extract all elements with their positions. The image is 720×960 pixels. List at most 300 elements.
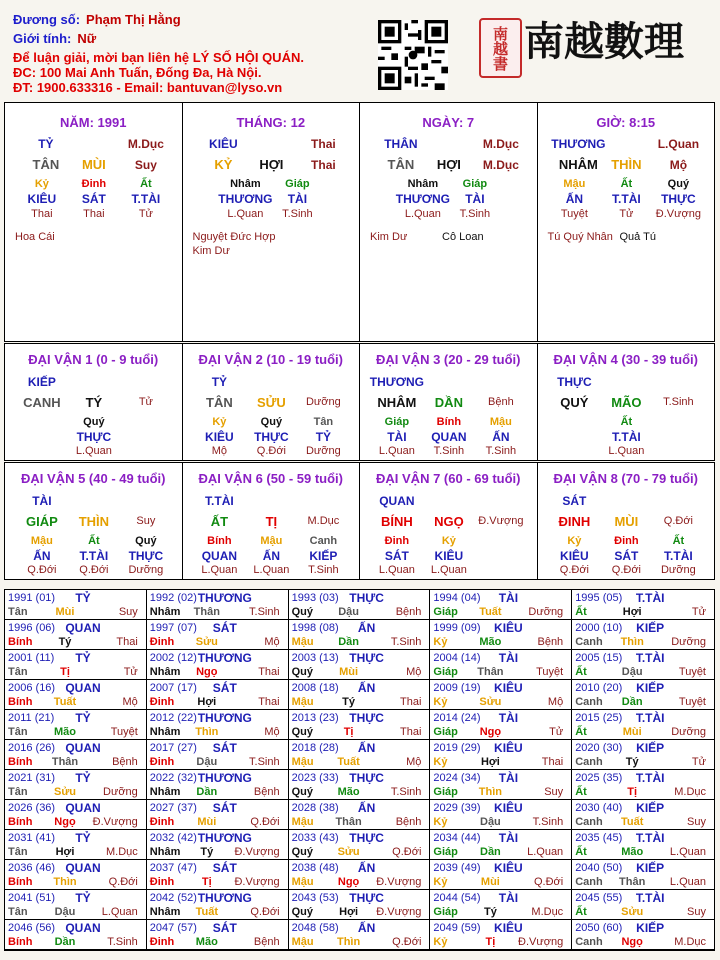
address-line: ĐC: 100 Mai Anh Tuấn, Đống Đa, Hà Nội. [13,65,262,80]
year-star: KIẾP [636,741,665,755]
hidden-star: T.TÀI [612,192,641,206]
year-star: THỰC [349,591,384,605]
pillar-star: KIÊU [209,137,238,151]
hidden-twelve-stage: T.Sinh [459,208,491,220]
pillar-0 [5,103,183,341]
hidden-twelve-stage: L.Quan [75,445,112,457]
hidden-star: QUAN [201,549,238,563]
year-state: L.Quan [669,846,706,858]
year-label: 2015 (25) [575,712,623,724]
dai-van-star: QUAN [379,494,415,508]
year-cell [572,590,714,620]
year-stem: Canh [575,936,603,948]
year-label: 1998 (08) [291,622,339,634]
year-cell [572,770,714,800]
year-star: TÀI [498,891,519,905]
year-state: Bệnh [253,936,280,948]
pillar-stem: TÂN [32,157,60,172]
year-branch: Tị [60,666,70,678]
hidden-stem: Quý [135,535,157,547]
hidden-twelve-stage: L.Quan [201,564,238,576]
year-stem: Mậu [291,696,314,708]
year-stem: Bính [8,696,33,708]
year-label: 1999 (09) [433,622,481,634]
phone-email-line: ĐT: 1900.633316 - Email: bantuvan@lyso.vn [13,80,283,95]
hidden-twelve-stage: Q.Đới [559,564,589,576]
hidden-star: KIÊU [205,430,234,444]
year-star: ẤN [357,681,376,695]
pillar-1 [183,103,361,341]
year-branch: Mão [195,936,218,948]
year-branch: Dần [480,846,501,858]
year-branch: Tý [200,846,214,858]
year-state: M.Dục [531,906,564,918]
year-branch: Sửu [337,846,360,858]
year-branch: Sửu [53,786,77,798]
year-state: T.Sinh [249,606,280,618]
year-star: THƯƠNG [197,891,252,905]
year-stem: Ất [575,606,587,618]
year-stem: Giáp [433,726,458,738]
year-label: 2026 (36) [8,802,56,814]
year-stem: Canh [575,816,603,828]
year-cell [572,680,714,710]
year-stem: Giáp [433,786,458,798]
hidden-stem: Đinh [384,535,410,547]
year-stem: Đinh [149,636,175,648]
pillar-star: THÂN [384,137,418,151]
year-branch: Tý [483,906,497,918]
year-stem: Ất [575,786,587,798]
year-star: KIÊU [494,801,523,815]
year-state: Bệnh [395,816,422,828]
year-state: M.Dục [106,846,138,858]
year-stem: Đinh [149,936,175,948]
owner-name: Phạm Thị Hằng [86,12,181,27]
year-branch: Dậu [621,666,643,678]
year-cell [5,860,147,890]
pillar-branch-state: Suy [134,158,157,172]
year-state: Tuyệt [678,666,706,678]
pillar-stem-state: M.Dục [127,137,164,151]
year-stem: Nhâm [149,666,181,678]
year-state: T.Sinh [249,756,280,768]
annual-luck-table [4,589,715,951]
year-state: Mộ [122,696,138,708]
year-state: Thai [258,696,280,708]
dai-van-branch: THÌN [78,514,110,529]
year-branch: Mùi [55,606,75,618]
year-cell [430,710,572,740]
year-state: Đ.Vượng [518,936,564,948]
hidden-star: KIẾP [309,549,338,563]
year-cell [147,770,289,800]
year-stem: Giáp [433,666,458,678]
year-cell [147,590,289,620]
year-star: KIẾP [636,681,665,695]
hidden-twelve-stage: Mộ [211,445,228,457]
year-stem: Tân [8,606,28,618]
year-state: Bệnh [112,756,138,768]
year-star: THỰC [349,771,384,785]
year-star: THƯƠNG [197,711,252,725]
year-cell [289,800,431,830]
hidden-stem: Nhâm [407,178,439,190]
year-branch: Tý [625,756,639,768]
year-label: 2003 (13) [291,652,339,664]
hidden-twelve-stage: T.Sinh [433,445,465,457]
year-label: 2014 (24) [433,712,481,724]
dai-van-state: Suy [136,515,156,527]
year-star: T.TÀI [635,711,665,725]
year-branch: Ngọ [479,726,502,738]
year-state: Đ.Vượng [376,876,422,888]
hidden-twelve-stage: T.Sinh [485,445,517,457]
year-star: QUAN [65,921,101,935]
year-stem: Bính [8,756,33,768]
year-branch: Thân [51,756,79,768]
year-label: 2000 (10) [575,622,623,634]
hidden-stem: Quý [83,416,105,428]
year-star: ẤN [357,921,376,935]
year-branch: Sửu [621,906,644,918]
owner-label: Đương số: [13,12,81,27]
hidden-twelve-stage: Thai [31,208,53,220]
dai-van-branch: TÝ [85,395,103,410]
dai-van-branch: SỬU [256,395,286,410]
year-stem: Tân [8,666,28,678]
year-label: 2045 (55) [575,892,623,904]
year-branch: Tị [201,876,212,888]
year-state: Q.Đới [250,906,280,918]
gender-row [13,31,96,46]
year-label: 1992 (02) [149,592,197,604]
year-branch: Ngọ [621,936,643,948]
year-label: 2048 (58) [291,922,339,934]
dai-van-state: Tử [138,396,153,408]
year-stem: Canh [575,696,603,708]
year-label: 2028 (38) [291,802,339,814]
year-branch: Dần [54,936,76,948]
dai-van-state: Q.Đới [663,515,693,527]
hidden-stem: Giáp [285,178,310,190]
pillar-title: NĂM: 1991 [60,115,127,130]
year-stem: Đinh [149,696,175,708]
hidden-stem: Mậu [30,535,53,547]
pillar-branch: HỢI [259,157,284,172]
year-label: 2047 (57) [149,922,197,934]
hidden-stem: Mậu [563,178,586,190]
seal-stamp: 南越書 [479,18,522,78]
qr-code-icon [378,20,448,90]
hidden-twelve-stage: L.Quan [253,564,290,576]
pillar-star: THƯƠNG [551,137,606,151]
dai-van-star: SÁT [562,494,587,508]
shensha-star: Kim Dư [370,231,408,243]
year-state: Đ.Vượng [234,846,280,858]
year-state: L.Quan [527,846,564,858]
year-branch: Dậu [54,906,76,918]
year-stem: Mậu [291,816,314,828]
year-branch: Dần [338,636,359,648]
dai-van-state: T.Sinh [663,396,694,408]
year-branch: Tý [342,696,356,708]
dai-van-star: TÀI [32,494,52,508]
year-stem: Đinh [149,816,175,828]
year-cell [289,830,431,860]
year-label: 2033 (43) [291,832,339,844]
year-state: M.Dục [674,786,706,798]
year-branch: Thân [193,606,220,618]
hidden-stem: Kỷ [34,178,49,190]
year-branch: Mão [337,786,360,798]
hidden-twelve-stage: L.Quan [378,564,415,576]
year-cell [430,590,572,620]
year-star: KIẾP [636,801,665,815]
year-label: 2004 (14) [433,652,481,664]
year-cell [289,890,431,920]
year-star: KIẾP [636,621,665,635]
year-star: ẤN [357,861,376,875]
hidden-stem: Kỷ [212,416,227,428]
shensha-star: Kim Dư [192,245,230,257]
year-cell [430,830,572,860]
year-stem: Mậu [291,636,314,648]
year-star: TÀI [498,591,519,605]
year-cell [572,740,714,770]
year-label: 2025 (35) [575,772,623,784]
year-star: QUAN [65,801,101,815]
year-state: Mộ [547,696,564,708]
year-star: TÀI [498,651,519,665]
year-branch: Ngọ [54,816,76,828]
year-state: Dưỡng [103,786,138,798]
year-star: SÁT [212,621,237,635]
year-star: QUAN [65,861,101,875]
year-stem: Mậu [291,936,314,948]
year-state: Mộ [264,636,280,648]
year-label: 2022 (32) [149,772,197,784]
year-branch: Tuất [337,756,360,768]
year-star: KIẾP [636,861,665,875]
hidden-stem: Đinh [614,535,639,547]
hidden-twelve-stage: Tử [138,208,153,220]
year-cell [147,710,289,740]
year-state: Suy [118,606,138,618]
hidden-star: ẤN [492,430,510,444]
shensha-star: Quả Tú [619,231,656,243]
year-label: 2020 (30) [575,742,623,754]
year-branch: Hợi [55,846,75,858]
year-star: SÁT [212,741,237,755]
hidden-star: THỰC [661,192,696,206]
year-label: 1991 (01) [8,592,56,604]
hidden-twelve-stage: Dưỡng [305,445,341,457]
year-state: Q.Đới [533,876,564,888]
year-state: Q.Đới [108,876,138,888]
year-branch: Mão [621,846,644,858]
year-label: 1994 (04) [433,592,481,604]
hidden-twelve-stage: L.Quan [430,564,467,576]
dai-van-title: ĐẠI VẬN 8 (70 - 79 tuổi) [553,471,698,486]
year-cell [5,620,147,650]
hidden-stem: Tân [313,416,334,428]
pillar-stem: NHÂM [558,157,598,172]
pillar-stem-state: M.Dục [482,137,519,151]
year-star: T.TÀI [635,831,665,845]
year-branch: Dậu [338,606,359,618]
year-label: 2036 (46) [8,862,56,874]
dai-van-state: M.Dục [307,515,340,527]
hidden-twelve-stage: Thai [83,208,105,220]
year-branch: Thìn [478,786,502,798]
year-cell [430,650,572,680]
pillar-title: GIỜ: 8:15 [596,115,656,130]
year-state: Bệnh [537,636,564,648]
dai-van-3 [360,344,538,460]
year-label: 1996 (06) [8,622,56,634]
year-label: 2019 (29) [433,742,481,754]
hidden-twelve-stage: Dưỡng [660,564,696,576]
dai-van-7 [360,463,538,579]
year-star: ẤN [357,621,376,635]
year-branch: Thìn [336,936,361,948]
year-label: 2038 (48) [291,862,339,874]
year-stem: Nhâm [149,726,181,738]
year-branch: Tuất [53,696,77,708]
dai-van-stem: CANH [23,395,61,410]
year-label: 2027 (37) [149,802,197,814]
year-state: Đ.Vượng [376,906,422,918]
year-star: KIÊU [494,861,523,875]
hidden-stem: Bính [207,535,232,547]
dai-van-state: Bệnh [488,396,514,408]
year-label: 2043 (53) [291,892,339,904]
hidden-stem: Mậu [489,416,512,428]
dai-van-star: THƯƠNG [369,375,424,389]
owner-row [13,12,181,27]
year-stem: Bính [8,936,33,948]
year-star: TÀI [498,831,519,845]
dai-van-2 [183,344,361,460]
year-stem: Nhâm [149,786,181,798]
year-cell [5,710,147,740]
year-stem: Ất [575,726,587,738]
year-cell [147,800,289,830]
year-stem: Nhâm [149,846,181,858]
year-branch: Sửu [195,636,218,648]
year-label: 2008 (18) [291,682,339,694]
hidden-twelve-stage: L.Quan [404,208,441,220]
year-label: 2029 (39) [433,802,481,814]
year-branch: Mùi [339,666,359,678]
year-stem: Bính [8,876,33,888]
year-branch: Thìn [620,636,644,648]
hidden-twelve-stage: Q.Đới [611,564,641,576]
pillar-star: TỶ [38,137,54,151]
year-state: T.Sinh [390,636,422,648]
year-stem: Kỷ [433,876,448,888]
hidden-twelve-stage: Q.Đới [79,564,109,576]
year-cell [289,710,431,740]
year-cell [572,800,714,830]
year-branch: Mão [54,726,76,738]
year-star: QUAN [65,681,101,695]
year-state: L.Quan [101,906,138,918]
shensha-star: Nguyệt Đức Hợp [192,231,276,243]
hidden-star: QUAN [431,430,467,444]
year-state: L.Quan [669,876,706,888]
year-state: Thai [116,636,138,648]
dai-van-1 [5,344,183,460]
year-branch: Mùi [622,726,642,738]
year-state: Thai [541,756,564,768]
dai-van-title: ĐẠI VẬN 7 (60 - 69 tuổi) [376,471,521,486]
hidden-stem: Quý [667,178,690,190]
year-cell [289,650,431,680]
year-star: SÁT [212,861,237,875]
hidden-stem: Giáp [384,416,410,428]
year-cell [572,830,714,860]
year-stem: Quý [291,666,313,678]
year-cell [5,740,147,770]
year-branch: Hợi [480,756,500,768]
year-branch: Thân [335,816,362,828]
year-star: SÁT [212,921,237,935]
year-star: TỶ [75,591,91,605]
year-stem: Kỷ [433,756,448,768]
hidden-star: SÁT [81,192,106,206]
year-stem: Nhâm [149,906,181,918]
year-label: 2007 (17) [149,682,197,694]
dai-van-state: Đ.Vượng [478,515,524,527]
year-state: Tuyệt [678,696,706,708]
hidden-star: T.TÀI [664,549,693,563]
hidden-twelve-stage: Tử [619,208,634,220]
year-state: Suy [687,906,706,918]
year-star: ẤN [357,801,376,815]
year-label: 2017 (27) [149,742,197,754]
dai-van-8 [538,463,715,579]
hidden-star: KIÊU [560,549,589,563]
year-stem: Mậu [291,876,314,888]
shensha-star: Cô Loan [442,231,484,243]
year-state: Tử [123,666,138,678]
year-cell [5,800,147,830]
hidden-star: SÁT [614,549,639,563]
hidden-twelve-stage: Đ.Vượng [655,208,701,220]
year-state: Tử [549,726,564,738]
dai-van-stem: GIÁP [25,514,58,529]
shensha-star: Tú Quý Nhân [547,231,613,243]
hidden-star: THƯƠNG [218,192,273,206]
year-cell [289,590,431,620]
year-stem: Quý [291,906,313,918]
hidden-star: SÁT [384,549,409,563]
year-cell [430,740,572,770]
year-star: SÁT [212,801,237,815]
year-branch: Dậu [480,816,501,828]
year-star: KIẾP [636,921,665,935]
year-cell [5,650,147,680]
year-state: T.Sinh [107,936,138,948]
hidden-star: THỰC [128,549,164,563]
year-state: Bệnh [253,786,280,798]
year-cell [289,770,431,800]
year-stem: Tân [8,906,28,918]
hidden-stem: Nhâm [230,178,261,190]
hidden-star: TÀI [465,192,485,206]
